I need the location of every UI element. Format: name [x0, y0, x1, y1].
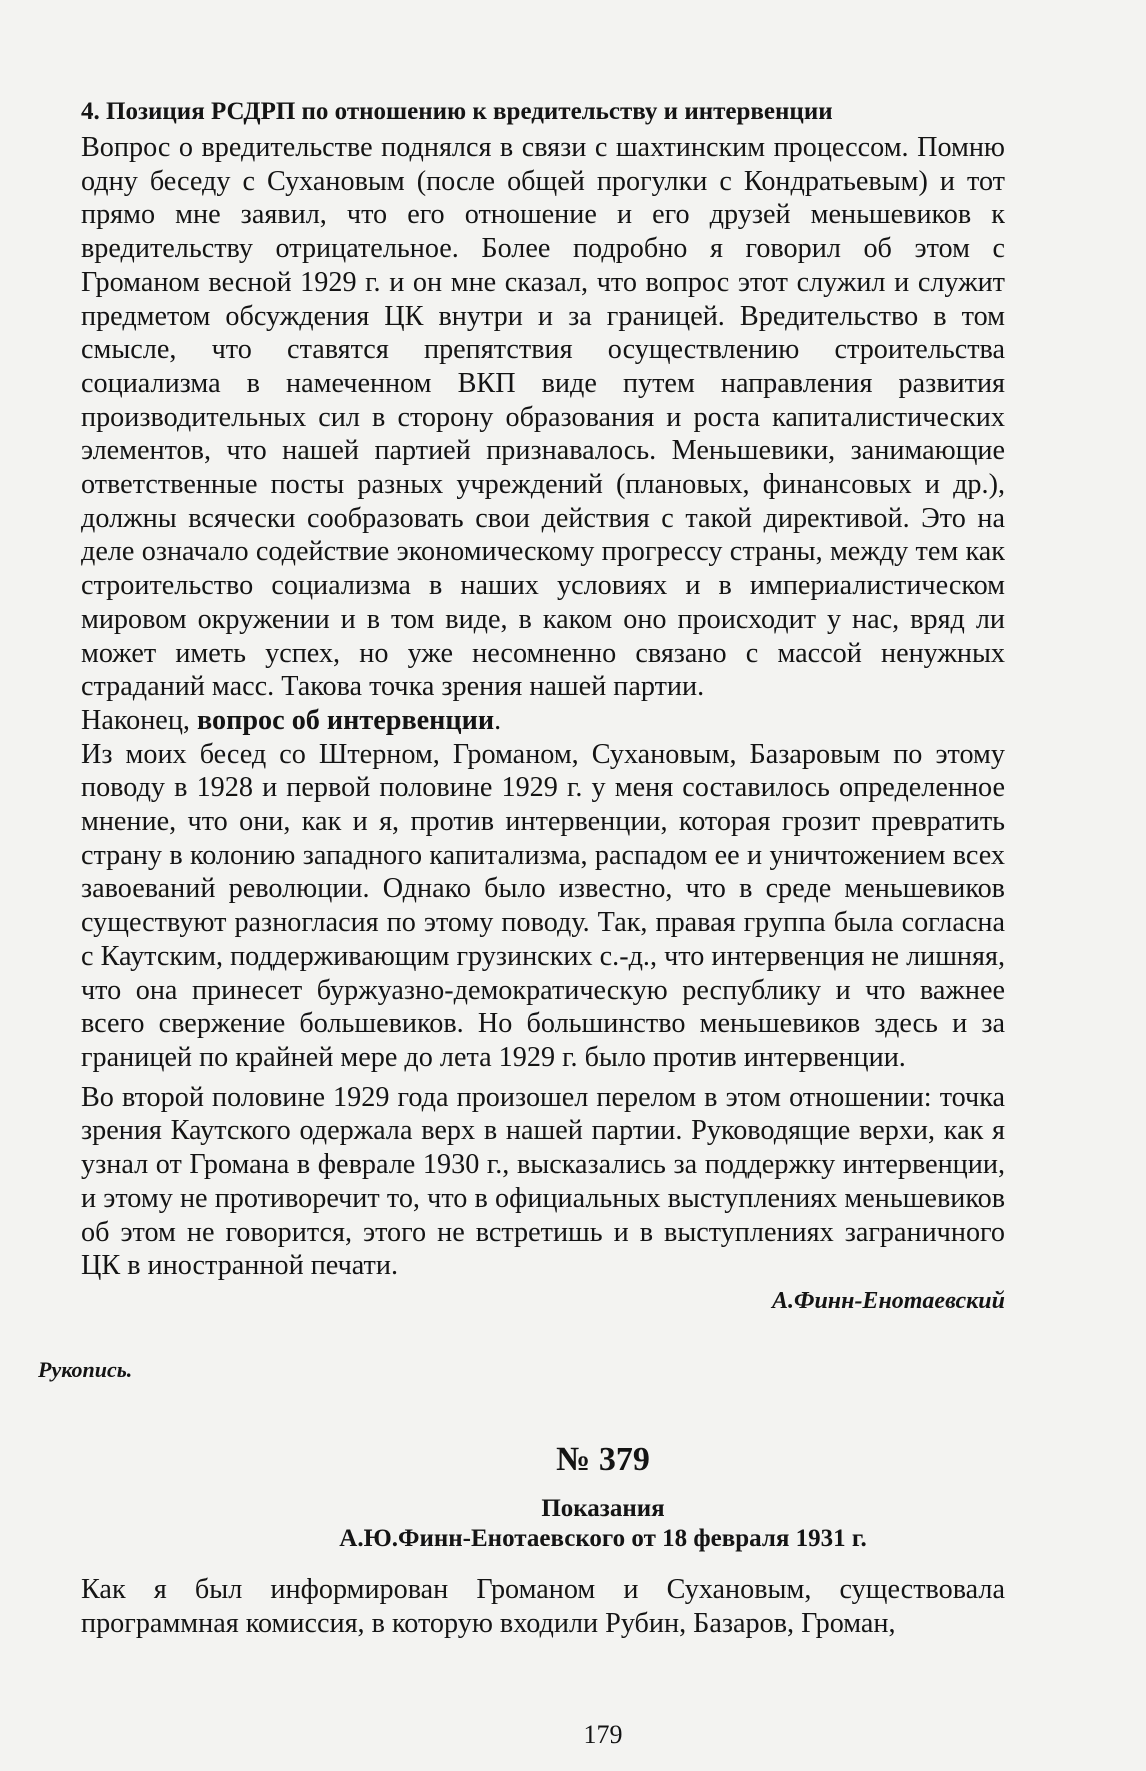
- document-subtitle: А.Ю.Финн-Енотаевского от 18 февраля 1931 г.: [339, 1525, 867, 1552]
- signature: А.Финн-Енотаевский: [772, 1287, 1005, 1314]
- paragraph-turning-point: Во второй половине 1929 года произошел перелом в этом отношении: точка зрения Каутского одержала верх в нашей партии. Руководящие верхи, как я узнал от Громана в феврале 1930 г., высказались за поддержку интервенции, и этому не противоречит то, что в официальных выступлениях меньшевиков об этом не говорится, этого не встретишь и в выступлениях заграничного ЦК в иностранной печати.: [81, 1081, 1005, 1282]
- document-body-paragraph: Как я был информирован Громаном и Сухановым, существовала программная комиссия, в которую входили Рубин, Базаров, Громан,: [81, 1574, 1005, 1639]
- main-text-column: [81, 95, 1005, 1317]
- paragraph-finally-suffix: .: [494, 704, 502, 736]
- paragraph-finally-bold: вопрос об интервенции: [197, 704, 495, 736]
- paragraph-finally-prefix: Наконец,: [81, 704, 197, 736]
- paragraph-sabotage: Вопрос о вредительстве поднялся в связи с шахтинским процессом. Помню одну беседу с Сухановым (после общей прогулки с Кондратьевым) и тот прямо мне заявил, что его отношение и его друзей меньшевиков к вредительству отрицательное. Более подробно я говорил об этом с Громаном весной 1929 г. и он мне сказал, что вопрос этот служил и служит предметом обсуждения ЦК внутри и за границей. Вредительство в том смысле, что ставятся препятствия осуществлению строительства социализма в намеченном ВКП виде путем направления развития производительных сил в сторону образования и роста капиталистических элементов, что нашей партией признавалось. Меньшевики, занимающие ответственные посты разных учреждений (плановых, финансовых и др.), должны всячески сообразовать свои действия с такой директивой. Это на деле означало содействие экономическому прогрессу страны, между тем как строительство социализма в наших условиях и в империалистическом мировом окружении и в том виде, в каком оно происходит у нас, вряд ли может иметь успех, но уже несомненно связано с массой ненужных страданий масс. Такова точка зрения нашей партии.: [81, 132, 1005, 703]
- section-heading: 4. Позиция РСДРП по отношению к вредительству и интервенции: [81, 98, 833, 125]
- page-number: 179: [583, 1720, 623, 1749]
- document-title: Показания: [541, 1495, 665, 1522]
- paragraph-intervention-talks: Из моих бесед со Штерном, Громаном, Сухановым, Базаровым по этому поводу в 1928 и первой половине 1929 г. у меня составилось определенное мнение, что они, как и я, против интервенции, которая грозит превратить страну в колонию западного капитализма, распадом ее и уничтожением всех завоеваний революции. Однако было известно, что в среде меньшевиков существуют разногласия по этому поводу. Так, правая группа была согласна с Каутским, поддерживающим грузинских с.-д., что интервенция не лишняя, что она принесет буржуазно-демократическую республику и что важнее всего свержение большевиков. Но большинство меньшевиков здесь и за границей по крайней мере до лета 1929 г. было против интервенции.: [81, 738, 1005, 1073]
- source-note: Рукопись.: [38, 1357, 133, 1382]
- document-number: № 379: [556, 1441, 650, 1478]
- document-body: [81, 1573, 1005, 1640]
- paragraph-finally: [81, 704, 1005, 738]
